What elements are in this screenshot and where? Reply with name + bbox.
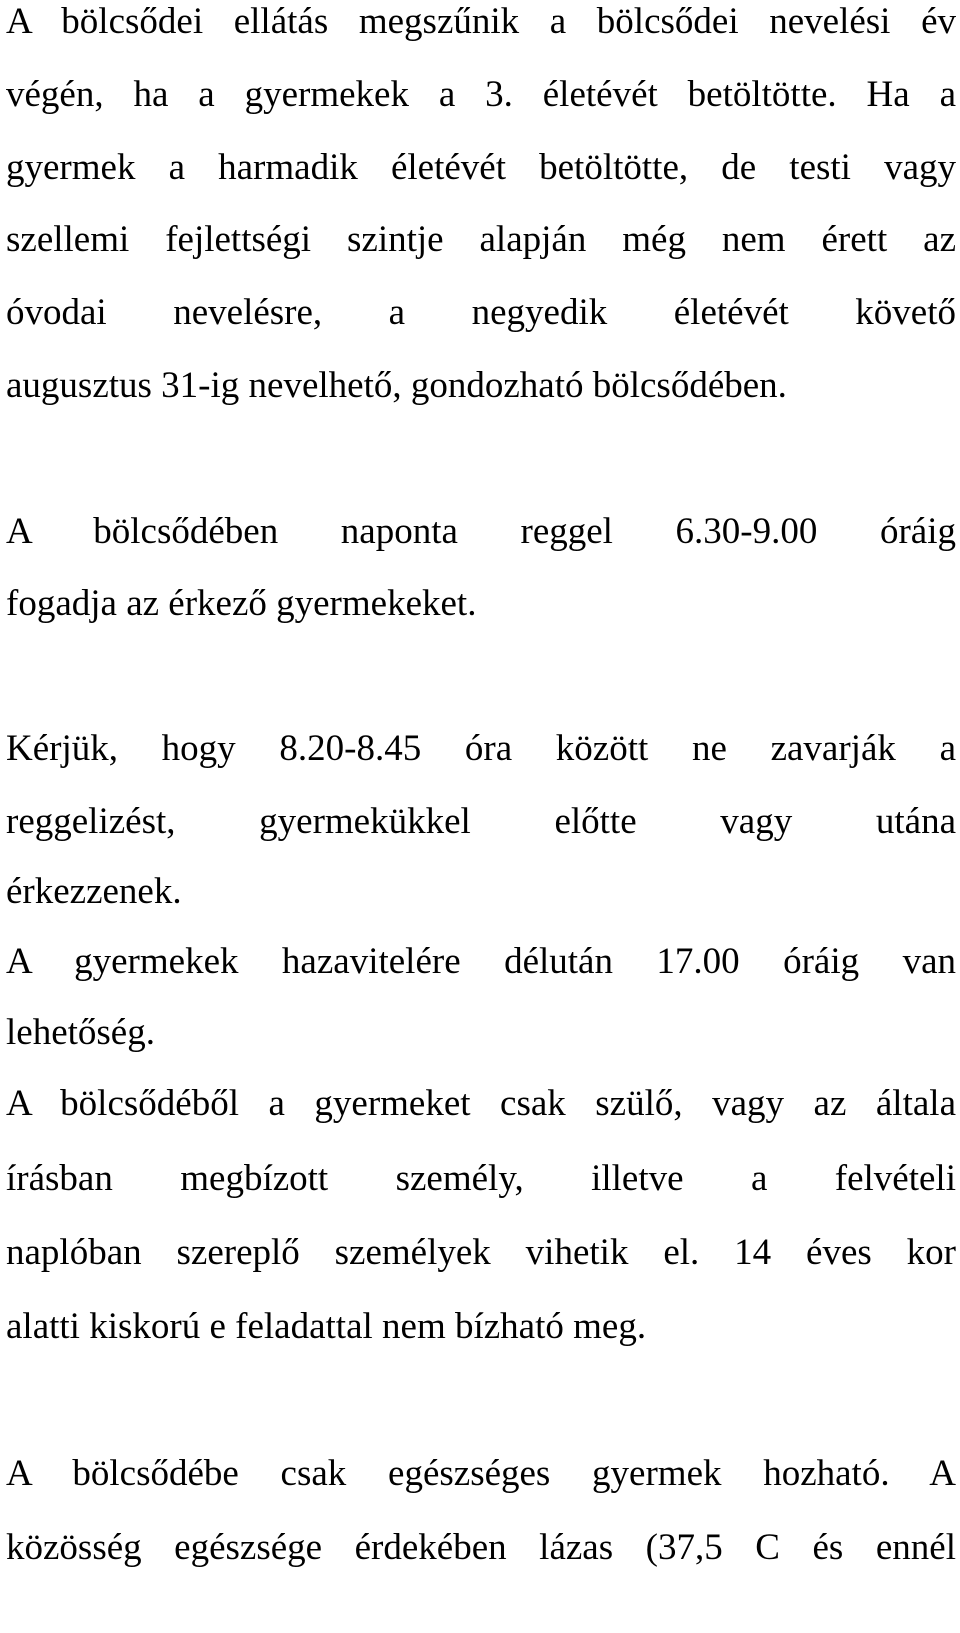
text-line: szellemi fejlettségi szintje alapján még nem érett az [6,219,956,260]
text-line: alatti kiskorú e feladattal nem bízható meg. [6,1306,647,1347]
text-line: A bölcsődéből a gyermeket csak szülő, vagy az általa [6,1083,956,1124]
text-line: A bölcsődében naponta reggel 6.30-9.00 óráig [6,511,956,552]
text-line: reggelizést, gyermekükkel előtte vagy utána [6,801,956,842]
text-line: A bölcsődébe csak egészséges gyermek hozható. A [6,1453,956,1494]
text-line: írásban megbízott személy, illetve a felvételi [6,1158,956,1199]
text-line: végén, ha a gyermekek a 3. életévét betöltötte. Ha a [6,74,956,115]
text-line: érkezzenek. [6,871,182,912]
text-line: lehetőség. [6,1012,155,1053]
text-line: fogadja az érkező gyermekeket. [6,583,477,624]
text-line: augusztus 31-ig nevelhető, gondozható bölcsődében. [6,365,787,406]
text-line: gyermek a harmadik életévét betöltötte, de testi vagy [6,147,956,188]
text-line: Kérjük, hogy 8.20-8.45 óra között ne zavarják a [6,728,956,769]
text-line: óvodai nevelésre, a negyedik életévét követő [6,292,956,333]
text-line: A gyermekek hazavitelére délután 17.00 óráig van [6,941,956,982]
text-line: naplóban szereplő személyek vihetik el. 14 éves kor [6,1232,956,1273]
text-line: A bölcsődei ellátás megszűnik a bölcsődei nevelési év [6,1,956,42]
text-line: közösség egészsége érdekében lázas (37,5 C és ennél [6,1527,956,1568]
